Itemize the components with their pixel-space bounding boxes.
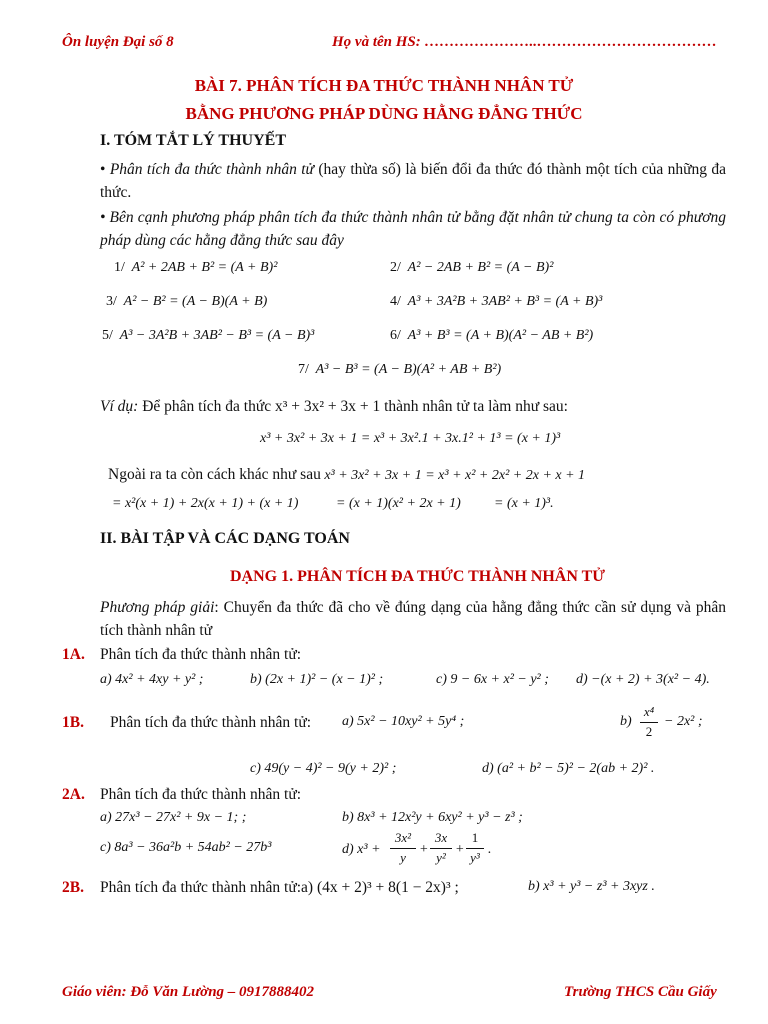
identity-3 <box>106 294 267 310</box>
exercise-2a-d-prefix: d) x³ + <box>342 842 381 857</box>
identity-2 <box>390 260 553 276</box>
identity-4-number: 4/ <box>390 294 401 309</box>
exercise-1a-label: 1A. <box>62 646 85 663</box>
identity-5-number: 5/ <box>102 328 113 343</box>
exercise-2a-d-frac3-den: y³ <box>470 850 480 865</box>
exercise-2a-label: 2A. <box>62 786 85 803</box>
identity-1-number: 1/ <box>114 260 125 275</box>
theory-definition: (hay thừa số) là biến đổi đa thức đó thành một tích của những đa thức. <box>100 161 726 201</box>
exercise-1b-label: 1B. <box>62 714 84 731</box>
theory-term: Phân tích đa thức thành nhân tử <box>109 161 315 178</box>
exercise-1a-d: d) −(x + 2) + 3(x² − 4). <box>576 672 710 687</box>
identity-2-number: 2/ <box>390 260 401 275</box>
identity-6-number: 6/ <box>390 328 401 343</box>
identity-4-formula: A³ + 3A²B + 3AB² + B³ = (A + B)³ <box>407 294 603 309</box>
exercise-2a-d-plus-2: + <box>455 842 465 857</box>
identity-5 <box>102 328 314 344</box>
identity-6-formula: A³ + B³ = (A + B)(A² − AB + B²) <box>407 328 594 343</box>
identity-1 <box>114 260 277 276</box>
header-right: Họ và tên HS: …………………..……………………………… <box>332 34 717 50</box>
identity-1-formula: A² + 2AB + B² = (A + B)² <box>131 260 278 275</box>
exercise-2a-d-frac2-den: y² <box>436 850 446 865</box>
method-text: : Chuyển đa thức đã cho về đúng dạng của hằng đẳng thức cần sử dụng và phân tích thành nhân tử <box>100 599 726 639</box>
exercise-1a-b: b) (2x + 1)² − (x − 1)² ; <box>250 672 384 687</box>
exercise-2a-d-frac1-den: y <box>400 850 406 865</box>
identity-6 <box>390 328 593 344</box>
example-text: Để phân tích đa thức x³ + 3x² + 3x + 1 thành nhân tử ta làm như sau: <box>138 398 568 415</box>
exercise-1a-c: c) 9 − 6x + x² − y² ; <box>436 672 549 687</box>
example-label: Ví dụ: <box>100 398 139 415</box>
exercise-1b-b-numerator: x⁴ <box>643 704 655 719</box>
footer-teacher: Giáo viên: Đỗ Văn Lường – 0917888402 <box>62 984 315 1000</box>
exercise-2a-d-frac3-bar <box>466 848 484 849</box>
identity-3-formula: A² − B² = (A − B)(A + B) <box>123 294 268 309</box>
exercise-2a-a: a) 27x³ − 27x² + 9x − 1; ; <box>100 810 247 825</box>
section1-heading: I. TÓM TẮT LÝ THUYẾT <box>100 132 286 149</box>
alt-method-eq: x³ + 3x² + 3x + 1 = x³ + x² + 2x² + 2x + x + 1 <box>320 468 586 483</box>
exercise-1a-prompt: Phân tích đa thức thành nhân tử: <box>100 646 302 663</box>
exercise-2a-prompt: Phân tích đa thức thành nhân tử: <box>100 786 302 803</box>
identity-7-formula: A³ − B³ = (A − B)(A² + AB + B²) <box>315 362 502 377</box>
exercise-2a-d-frac2-num: 3x <box>434 830 448 845</box>
exercise-1b-a: a) 5x² − 10xy² + 5y⁴ ; <box>342 714 465 729</box>
theory-intro: Bên cạnh phương pháp phân tích đa thức thành nhân tử bằng đặt nhân tử chung ta còn có phương pháp dùng các hằng đẳng thức sau đây <box>100 209 727 249</box>
exercise-2a-d-frac3-num: 1 <box>471 830 479 845</box>
alt-step-1: = x²(x + 1) + 2x(x + 1) + (x + 1) <box>112 496 299 511</box>
exercise-2b-b: b) x³ + y³ − z³ + 3xyz . <box>528 879 655 894</box>
alt-step-2: = (x + 1)(x² + 2x + 1) <box>336 496 461 511</box>
title-line1: BÀI 7. PHÂN TÍCH ĐA THỨC THÀNH NHÂN TỬ <box>194 76 574 95</box>
exercise-1b-b-prefix: b) <box>620 714 632 729</box>
identity-5-formula: A³ − 3A²B + 3AB² − B³ = (A − B)³ <box>119 328 315 343</box>
theory-paragraph-2: • Bên cạnh phương pháp phân tích đa thức thành nhân tử bằng đặt nhân tử chung ta còn có phương pháp dùng các hằng đẳng thức sau đây <box>100 209 727 249</box>
exercise-2a-b: b) 8x³ + 12x²y + 6xy² + y³ − z³ ; <box>342 810 523 825</box>
dang1-heading: DẠNG 1. PHÂN TÍCH ĐA THỨC THÀNH NHÂN TỬ <box>230 568 605 585</box>
section2-heading: II. BÀI TẬP VÀ CÁC DẠNG TOÁN <box>100 530 350 547</box>
identity-7-number: 7/ <box>298 362 309 377</box>
identity-4 <box>390 294 602 310</box>
exercise-2a-d-plus-1: + <box>419 842 429 857</box>
exercise-2b-prompt: Phân tích đa thức thành nhân tử:a) (4x + 2)³ + 8(1 − 2x)³ ; <box>100 879 459 896</box>
exercise-2a-d-end: . <box>488 842 492 857</box>
exercise-1b-d: d) (a² + b² − 5)² − 2(ab + 2)² . <box>482 761 655 776</box>
identity-7 <box>298 362 501 378</box>
exercise-2a-d-frac1-num: 3x² <box>394 830 412 845</box>
example-equation: x³ + 3x² + 3x + 1 = x³ + 3x².1 + 3x.1² + 1³ = (x + 1)³ <box>260 431 561 446</box>
alt-method-line <box>108 466 585 484</box>
exercise-1b-b-denominator: 2 <box>645 724 653 739</box>
exercise-1b-prompt: Phân tích đa thức thành nhân tử: <box>110 714 312 731</box>
exercise-1b-c: c) 49(y − 4)² − 9(y + 2)² ; <box>250 761 397 776</box>
exercise-1b-b-fraction-bar <box>640 722 658 723</box>
exercise-1b-b-rest: − 2x² ; <box>664 714 703 729</box>
exercise-1a-a: a) 4x² + 4xy + y² ; <box>100 672 204 687</box>
footer-school: Trường THCS Cầu Giấy <box>564 984 717 1000</box>
exercise-2a-d-frac1-bar <box>390 848 416 849</box>
identity-3-number: 3/ <box>106 294 117 309</box>
example-line <box>100 398 568 416</box>
exercise-2a-d-frac2-bar <box>430 848 452 849</box>
header-left: Ôn luyện Đại số 8 <box>62 34 174 50</box>
method-label: Phương pháp giải <box>100 599 215 616</box>
exercise-2a-c: c) 8a³ − 36a²b + 54ab² − 27b³ <box>100 840 272 855</box>
theory-paragraph-1: • Phân tích đa thức thành nhân tử (hay thừa số) là biến đổi đa thức đó thành một tích của những đa thức. <box>100 161 726 201</box>
alt-step-3: = (x + 1)³. <box>494 496 554 511</box>
method-paragraph <box>100 596 726 642</box>
alt-method-text: Ngoài ra ta còn cách khác như sau <box>108 466 321 483</box>
title-line2: BẰNG PHƯƠNG PHÁP DÙNG HẰNG ĐẲNG THỨC <box>185 104 583 123</box>
identity-2-formula: A² − 2AB + B² = (A − B)² <box>407 260 554 275</box>
exercise-2b-label: 2B. <box>62 879 84 896</box>
